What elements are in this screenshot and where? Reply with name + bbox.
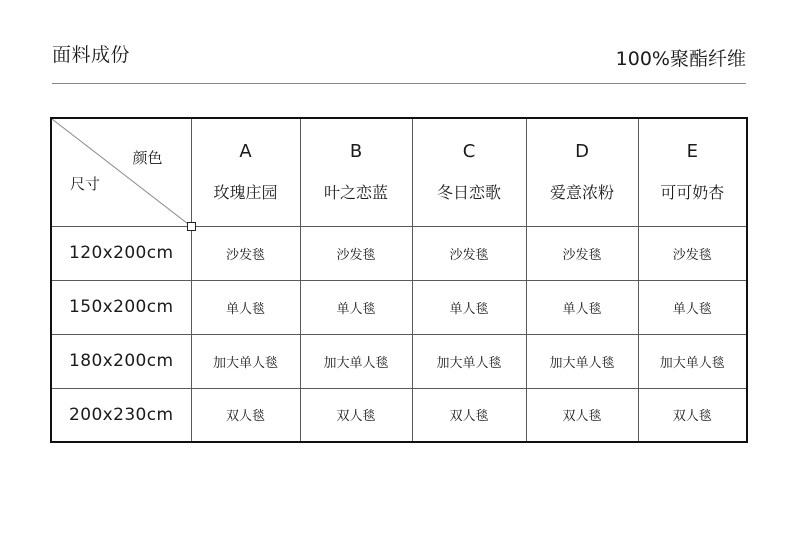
usage-cell: 双人毯: [526, 388, 638, 442]
size-color-table: [50, 117, 748, 443]
color-name: 冬日恋歌: [436, 183, 501, 203]
table-row: [51, 388, 747, 442]
usage-cell: 加大单人毯: [191, 334, 300, 388]
usage-cell: 单人毯: [638, 280, 747, 334]
column-letter: E: [686, 141, 698, 163]
table-row: [51, 280, 747, 334]
column-letter: D: [575, 141, 589, 163]
color-name: 可可奶杏: [660, 183, 725, 203]
usage-cell: 单人毯: [300, 280, 412, 334]
color-name: 爱意浓粉: [549, 183, 614, 203]
column-letter: B: [349, 141, 363, 163]
usage-cell: 单人毯: [412, 280, 526, 334]
fabric-composition-value: 100%聚酯纤维: [615, 48, 746, 70]
size-cell: 180x200cm: [51, 334, 191, 388]
corner-header-cell: [51, 118, 191, 226]
table-row: [51, 226, 747, 280]
usage-cell: 双人毯: [638, 388, 747, 442]
size-cell: 120x200cm: [51, 226, 191, 280]
usage-cell: 加大单人毯: [526, 334, 638, 388]
usage-cell: 沙发毯: [300, 226, 412, 280]
usage-cell: 加大单人毯: [638, 334, 747, 388]
usage-cell: 加大单人毯: [412, 334, 526, 388]
usage-cell: 双人毯: [300, 388, 412, 442]
usage-cell: 加大单人毯: [300, 334, 412, 388]
usage-cell: 单人毯: [526, 280, 638, 334]
column-letter: A: [239, 141, 252, 163]
column-letter: C: [462, 141, 476, 163]
usage-cell: 沙发毯: [191, 226, 300, 280]
column-header-e: [638, 118, 747, 226]
column-header-c: [412, 118, 526, 226]
color-name: 玫瑰庄园: [213, 183, 278, 203]
usage-cell: 沙发毯: [638, 226, 747, 280]
usage-cell: 双人毯: [412, 388, 526, 442]
column-header-b: [300, 118, 412, 226]
table-row: [51, 334, 747, 388]
size-cell: 200x230cm: [51, 388, 191, 442]
table-header-row: [51, 118, 747, 226]
resize-handle: [187, 222, 196, 231]
column-header-a: [191, 118, 300, 226]
usage-cell: 单人毯: [191, 280, 300, 334]
color-name: 叶之恋蓝: [323, 183, 388, 203]
column-header-d: [526, 118, 638, 226]
color-axis-label: 颜色: [132, 149, 163, 167]
usage-cell: 双人毯: [191, 388, 300, 442]
usage-cell: 沙发毯: [526, 226, 638, 280]
size-axis-label: 尺寸: [70, 175, 101, 193]
fabric-composition-title: 面料成份: [52, 44, 131, 66]
size-cell: 150x200cm: [51, 280, 191, 334]
header-divider: [52, 83, 746, 84]
usage-cell: 沙发毯: [412, 226, 526, 280]
